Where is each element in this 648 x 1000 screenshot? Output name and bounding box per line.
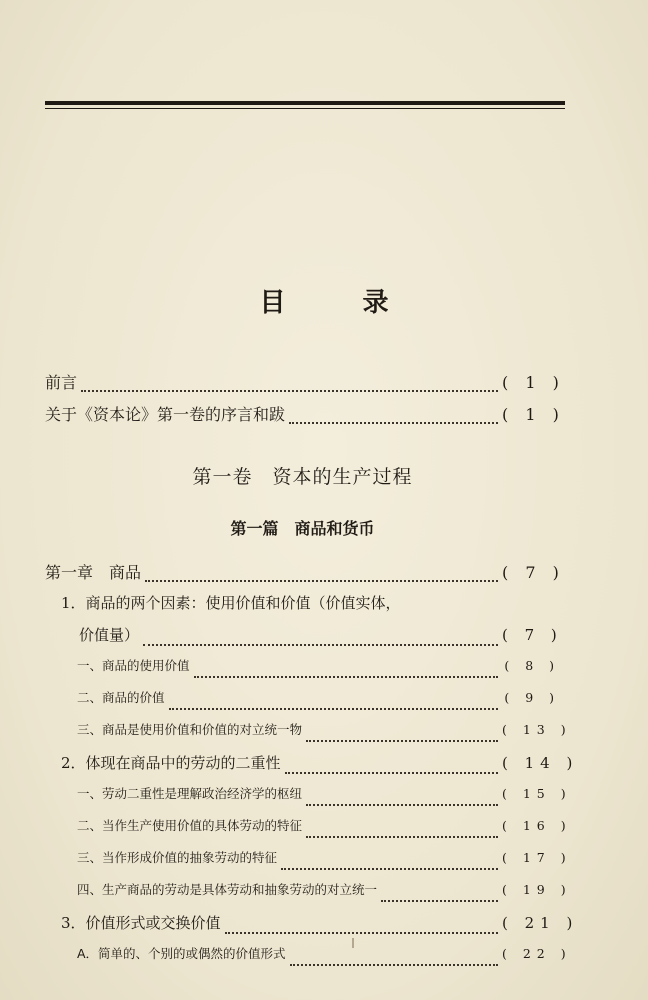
toc-entry-sec1-b[interactable] xyxy=(45,688,560,720)
toc-entry-page: ( 13 ) xyxy=(502,722,572,737)
toc-entry-preface[interactable] xyxy=(45,370,565,402)
toc-entry-sec2-b[interactable] xyxy=(45,816,572,848)
leader-dots xyxy=(225,931,498,934)
toc-entry-page: ( 22 ) xyxy=(502,946,572,961)
toc-entry-label: 一、劳动二重性是理解政治经济学的枢纽 xyxy=(77,786,303,801)
toc-entry-section2[interactable] xyxy=(45,752,579,784)
leader-dots xyxy=(306,739,498,742)
leader-dots xyxy=(143,643,498,646)
leader-dots xyxy=(289,421,498,424)
toc-entry-sec2-c[interactable] xyxy=(45,848,572,880)
toc-entry-label: 三、当作形成价值的抽象劳动的特征 xyxy=(77,850,278,865)
paper-mark xyxy=(352,938,354,948)
toc-entry-page: ( 19 ) xyxy=(502,882,572,897)
header-rule-thin xyxy=(45,108,565,109)
toc-entry-sec1-a[interactable] xyxy=(45,656,560,688)
toc-entry-page: ( 7 ) xyxy=(502,563,565,582)
volume-heading: 第一卷 资本的生产过程 xyxy=(192,466,413,488)
toc-entry-prefaces-vol1[interactable] xyxy=(45,402,565,434)
toc-entry-label: A．简单的、个别的或偶然的价值形式 xyxy=(77,946,286,961)
toc-entry-page: ( 15 ) xyxy=(502,786,572,801)
toc-entry-page: ( 1 ) xyxy=(502,373,565,392)
toc-entry-label: 价值量） xyxy=(79,626,140,644)
table-of-contents xyxy=(45,370,579,976)
toc-entry-sec3-a[interactable] xyxy=(45,944,572,976)
toc-entry-label: 第一章 商品 xyxy=(45,563,142,582)
toc-entry-sec2-a[interactable] xyxy=(45,784,572,816)
leader-dots xyxy=(290,963,498,966)
toc-entry-section1-line1[interactable] xyxy=(45,592,560,624)
toc-entry-sec1-c[interactable] xyxy=(45,720,572,752)
toc-entry-label: 一、商品的使用价值 xyxy=(77,658,190,673)
toc-entry-page: ( 21 ) xyxy=(502,914,579,932)
leader-dots xyxy=(145,579,498,582)
toc-entry-label: 前言 xyxy=(45,373,78,392)
leader-dots xyxy=(306,803,498,806)
leader-dots xyxy=(285,771,498,774)
toc-entry-label: 3．价值形式或交换价值 xyxy=(61,914,221,932)
toc-entry-page: ( 8 ) xyxy=(504,658,560,673)
toc-entry-page: ( 17 ) xyxy=(502,850,572,865)
toc-entry-label: 1．商品的两个因素：使用价值和价值（价值实体， xyxy=(61,594,401,612)
toc-entry-section1-line2[interactable] xyxy=(45,624,563,656)
leader-dots xyxy=(169,707,498,710)
toc-entry-section3[interactable] xyxy=(45,912,579,944)
toc-entry-label: 二、当作生产使用价值的具体劳动的特征 xyxy=(77,818,303,833)
part-heading: 第一篇 商品和货币 xyxy=(230,519,375,538)
toc-entry-chapter1[interactable] xyxy=(45,560,565,592)
toc-entry-label: 2．体现在商品中的劳动的二重性 xyxy=(61,754,281,772)
toc-entry-label: 四、生产商品的劳动是具体劳动和抽象劳动的对立统一 xyxy=(77,882,378,897)
page-title: 目 录 xyxy=(259,288,423,318)
toc-entry-page: ( 1 ) xyxy=(502,405,565,424)
leader-dots xyxy=(381,899,498,902)
toc-entry-page: ( 16 ) xyxy=(502,818,572,833)
toc-entry-page: ( 14 ) xyxy=(502,754,579,772)
header-rule-thick xyxy=(45,101,565,105)
leader-dots xyxy=(281,867,498,870)
toc-entry-label: 三、商品是使用价值和价值的对立统一物 xyxy=(77,722,303,737)
toc-entry-label: 关于《资本论》第一卷的序言和跋 xyxy=(45,405,286,424)
leader-dots xyxy=(194,675,498,678)
toc-entry-sec2-d[interactable] xyxy=(45,880,572,912)
leader-dots xyxy=(81,389,498,392)
toc-entry-label: 二、商品的价值 xyxy=(77,690,165,705)
leader-dots xyxy=(306,835,498,838)
toc-entry-page: ( 7 ) xyxy=(502,626,563,644)
toc-entry-page: ( 9 ) xyxy=(504,690,560,705)
